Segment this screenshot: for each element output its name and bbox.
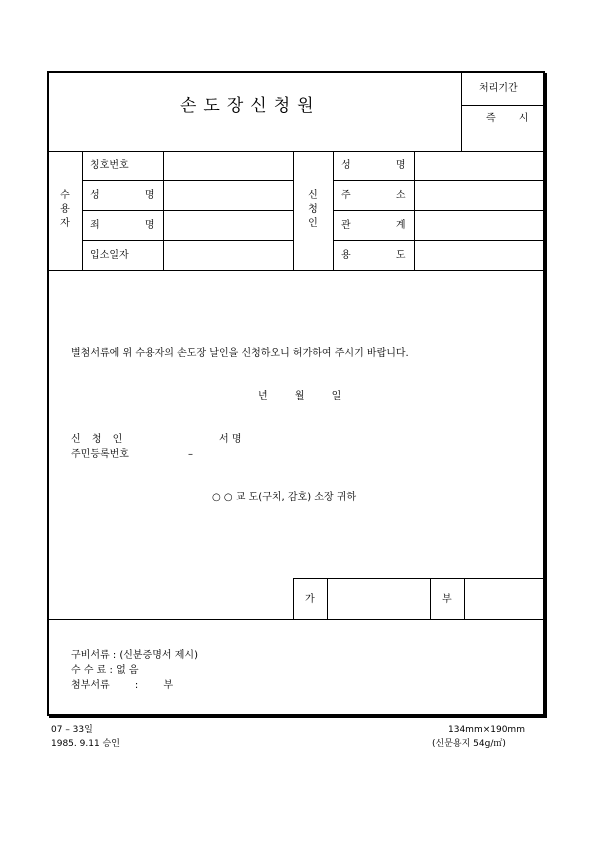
applicant-name-value[interactable] <box>415 152 545 180</box>
inmate-field-number-label: 칭호번호 <box>90 160 129 171</box>
paper-type: (신문용지 54g/㎡) <box>432 739 506 749</box>
processing-box-mid <box>461 105 545 106</box>
approval-date: 1985. 9.11 승인 <box>51 739 120 749</box>
applicant-group-text: 신청인 <box>308 190 318 229</box>
inmate-field-admission <box>90 250 156 262</box>
request-statement: 별첨서류에 위 수용자의 손도장 날인을 신청하오니 허가하여 주시기 바랍니다. <box>71 348 409 359</box>
applicant-field-address-label: 주 소 <box>341 190 406 201</box>
table-col-3 <box>293 151 294 270</box>
applicant-group-label <box>303 189 323 231</box>
approve-box[interactable] <box>328 579 430 619</box>
reject-label: 부 <box>442 594 452 605</box>
processing-box-left <box>461 73 462 151</box>
decision-col-1 <box>293 578 294 619</box>
applicant-field-address <box>341 190 406 202</box>
inmate-field-name <box>90 190 156 202</box>
attachments-note: 첨부서류 : 부 <box>71 680 174 691</box>
date-line: 년 월 일 <box>258 391 342 402</box>
table-bottom-border <box>49 270 545 271</box>
applicant-relation-value[interactable] <box>415 211 545 240</box>
inmate-field-admission-label: 입소일자 <box>90 250 129 261</box>
applicant-field-name <box>341 160 406 172</box>
applicant-field-relation-label: 관 계 <box>341 220 406 231</box>
inmate-name-value[interactable] <box>164 181 293 210</box>
form-shadow-right <box>545 73 547 718</box>
table-col-4 <box>333 151 334 270</box>
processing-value: 즉 시 <box>486 113 539 124</box>
applicant-purpose-value[interactable] <box>415 241 545 270</box>
table-row-divider-1 <box>82 180 163 181</box>
form-title: 손도장신청원 <box>180 96 321 116</box>
applicant-field-name-label: 성 명 <box>341 160 406 171</box>
table-col-1 <box>82 151 83 270</box>
decision-bottom-border <box>49 619 545 620</box>
inmate-field-crime-label: 죄 명 <box>90 220 155 231</box>
inmate-field-number <box>90 160 156 172</box>
inmate-admission-value[interactable] <box>164 241 293 270</box>
inmate-field-name-label: 성 명 <box>90 190 155 201</box>
applicant-field-relation <box>341 220 406 232</box>
inmate-field-crime <box>90 220 156 232</box>
approve-label: 가 <box>305 594 315 605</box>
resident-number-label: 주민등록번호 <box>71 449 129 460</box>
resident-number-separator: – <box>188 449 193 460</box>
decision-col-3 <box>430 578 431 619</box>
signature-label: 서 명 <box>219 434 242 445</box>
form-shadow-bottom <box>49 716 547 718</box>
addressee: ○ ○ 교 도(구치, 감호) 소장 귀하 <box>212 492 357 503</box>
inmate-group-label <box>55 189 75 231</box>
inmate-crime-value[interactable] <box>164 211 293 240</box>
processing-label: 처리기간 <box>479 83 518 94</box>
applicant-address-value[interactable] <box>415 181 545 210</box>
form-number: 07 – 33일 <box>51 725 93 735</box>
reject-box[interactable] <box>465 579 545 619</box>
inmate-group-text: 수용자 <box>60 190 70 229</box>
applicant-field-purpose <box>341 250 406 262</box>
paper-size: 134mm×190mm <box>448 725 525 735</box>
inmate-number-value[interactable] <box>164 152 293 180</box>
fee-note: 수 수 료 : 없 음 <box>71 665 139 676</box>
applicant-field-purpose-label: 용 도 <box>341 250 406 261</box>
required-documents-note: 구비서류 : (신분증명서 제시) <box>71 650 198 661</box>
applicant-sign-label: 신 청 인 <box>71 434 123 445</box>
